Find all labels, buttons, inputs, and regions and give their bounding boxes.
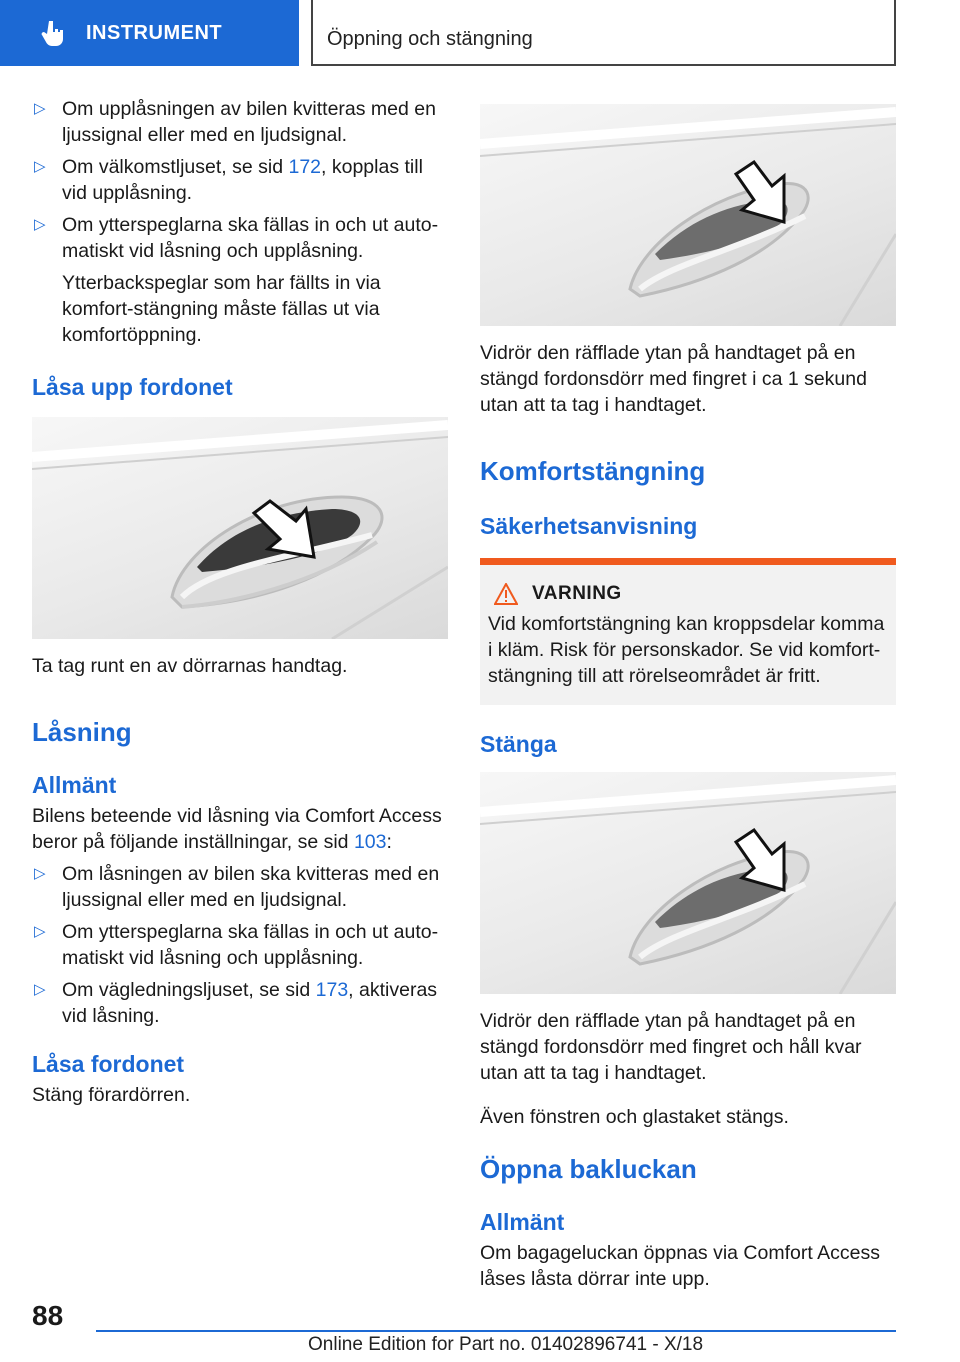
door-handle-image <box>32 417 448 639</box>
list-item: ▷ Om låsningen av bilen ska kvitteras med en ljussignal eller med en ljudsignal. <box>34 863 440 911</box>
left-column <box>32 96 448 1108</box>
bullet-triangle-icon: ▷ <box>34 981 46 998</box>
page-number: 88 <box>32 1300 64 1331</box>
unlock-settings-list <box>32 96 448 264</box>
right-column <box>480 104 896 1292</box>
comfort-heading: Komfortstängning <box>480 456 706 486</box>
door-handle-touch-image <box>480 104 896 326</box>
chapter-title: Öppning och stängning <box>327 28 533 50</box>
warning-triangle-icon <box>494 583 518 605</box>
footer-divider <box>96 1330 896 1332</box>
bullet-triangle-icon: ▷ <box>34 158 46 175</box>
warning-title: VARNING <box>532 583 622 604</box>
warning-header <box>488 583 888 605</box>
list-item: ▷ Om ytterspeglarna ska fällas in och ut auto-matiskt vid låsning och upplåsning. <box>34 921 439 969</box>
page-link-172[interactable]: 172 <box>288 156 322 178</box>
bullet-triangle-icon: ▷ <box>34 923 46 940</box>
page-link-103[interactable]: 103 <box>353 831 387 853</box>
lock-heading: Låsning <box>32 717 132 747</box>
trunk-heading: Öppna bakluckan <box>480 1154 697 1184</box>
hand-pointer-icon <box>38 18 68 48</box>
general-heading: Allmänt <box>32 772 117 798</box>
unlock-caption: Ta tag runt en av dörrarnas handtag. <box>32 655 348 677</box>
trunk-general-heading: Allmänt <box>480 1209 565 1235</box>
bullet-triangle-icon: ▷ <box>34 865 46 882</box>
close-caption: Vidrör den räfflade ytan på handtaget på en stängd fordonsdörr med fingret och håll kvar utan att ta tag i handtaget. <box>480 1010 862 1084</box>
section-tab[interactable] <box>0 0 299 66</box>
mirror-note: Ytterbackspeglar som har fällts in via komfort-stängning måste fällas ut via komfortöppning. <box>62 272 381 346</box>
arrow-icon <box>32 417 448 639</box>
list-item: ▷ Om välkomstljuset, se sid 172, kopplas till vid upplåsning. <box>34 156 423 204</box>
unlock-heading: Låsa upp fordonet <box>32 374 233 400</box>
close-heading: Stänga <box>480 731 557 757</box>
door-handle-close-image <box>480 772 896 994</box>
trunk-text: Om bagageluckan öppnas via Comfort Access låses låsta dörrar inte upp. <box>480 1242 880 1290</box>
footer-edition: Online Edition for Part no. 01402896741 - X/18 <box>308 1334 704 1355</box>
bullet-triangle-icon: ▷ <box>34 100 46 117</box>
warning-text: Vid komfortstängning kan kroppsdelar komma i kläm. Risk för personskador. Se vid komfort-stängning till att rörelseområdet är fritt. <box>488 613 885 687</box>
lock-vehicle-heading: Låsa fordonet <box>32 1051 185 1077</box>
warning-box <box>480 558 896 705</box>
touch-caption: Vidrör den räfflade ytan på handtaget på en stängd fordonsdörr med fingret i ca 1 sekund utan att ta tag i handtaget. <box>480 342 867 416</box>
safety-heading: Säkerhetsanvisning <box>480 513 698 539</box>
close-note: Även fönstren och glastaket stängs. <box>480 1106 789 1128</box>
list-item: ▷ Om vägledningsljuset, se sid 173, aktiveras vid låsning. <box>34 979 438 1027</box>
chapter-header <box>311 0 896 66</box>
general-text: Bilens beteende vid låsning via Comfort Access beror på följande inställningar, se sid 103: <box>32 805 442 853</box>
bullet-triangle-icon: ▷ <box>34 216 46 233</box>
section-label: INSTRUMENT <box>86 21 223 44</box>
page-link-173[interactable]: 173 <box>315 979 349 1001</box>
lock-settings-list <box>32 861 448 1029</box>
list-item: ▷ Om ytterspeglarna ska fällas in och ut auto-matiskt vid låsning och upplåsning. <box>34 214 439 262</box>
list-item: ▷ Om upplåsningen av bilen kvitteras med en ljussignal eller med en ljudsignal. <box>34 98 436 146</box>
arrow-icon <box>480 772 896 994</box>
lock-vehicle-text: Stäng förardörren. <box>32 1084 191 1106</box>
arrow-icon <box>480 104 896 326</box>
